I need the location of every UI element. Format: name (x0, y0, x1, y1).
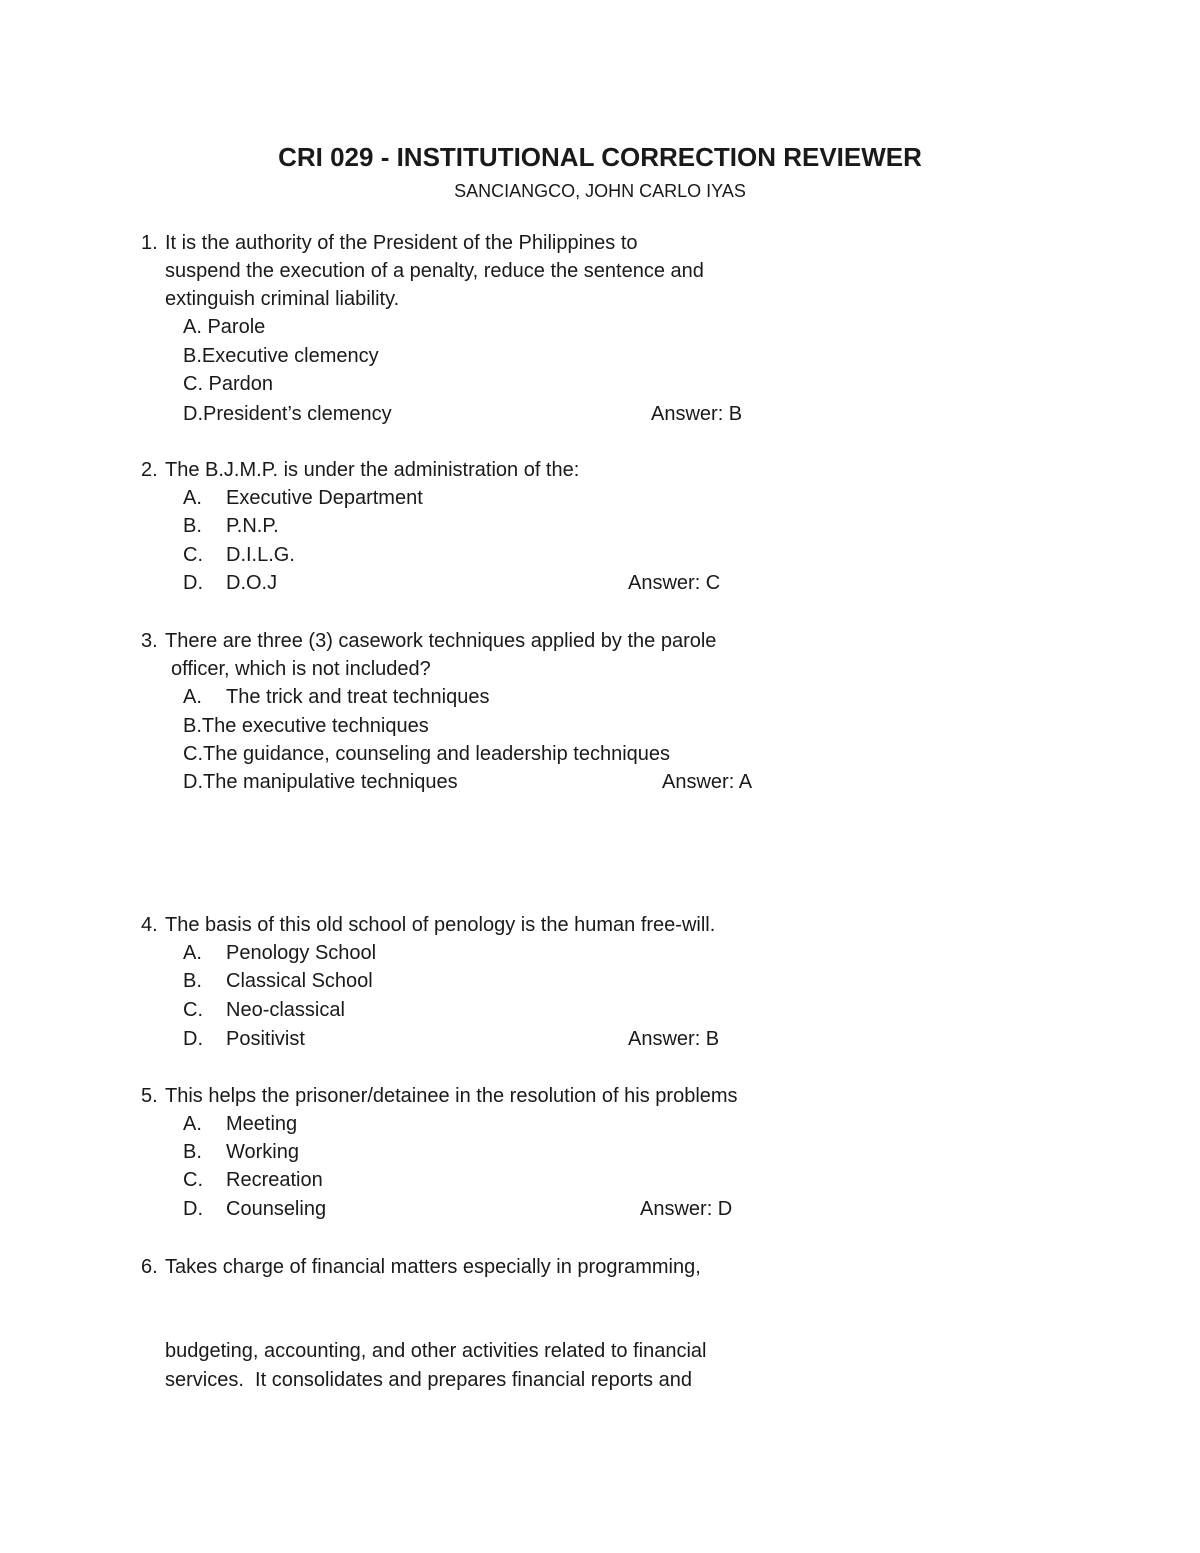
answer-key: Answer: C (628, 572, 721, 594)
choice-b: P.N.P. (226, 515, 279, 537)
choice-c: D.I.L.G. (226, 544, 295, 566)
choice-a: A. Parole (183, 316, 266, 338)
choice-c: Recreation (226, 1169, 323, 1191)
choice-letter: C. (183, 999, 203, 1021)
choice-d: D.President’s clemency (183, 403, 392, 425)
choice-b: Classical School (226, 970, 373, 992)
choice-d: D.O.J (226, 572, 278, 594)
choice-letter: D. (183, 1028, 203, 1050)
author-name: SANCIANGCO, JOHN CARLO IYAS (454, 181, 746, 201)
question-text: officer, which is not included? (171, 658, 431, 680)
choice-c: Neo-classical (226, 999, 345, 1021)
choice-c: C. Pardon (183, 373, 274, 395)
choice-letter: B. (183, 970, 202, 992)
answer-key: Answer: B (651, 403, 743, 425)
question-number: 3. (141, 630, 158, 652)
document-title: CRI 029 - INSTITUTIONAL CORRECTION REVIEWER (278, 142, 922, 172)
choice-d: Positivist (226, 1028, 305, 1050)
choice-letter: D. (183, 1198, 203, 1220)
choice-b: B.Executive clemency (183, 345, 379, 367)
choice-letter: A. (183, 487, 202, 509)
question-text: This helps the prisoner/detainee in the resolution of his problems (165, 1085, 738, 1107)
choice-letter: C. (183, 544, 203, 566)
choice-letter: D. (183, 572, 203, 594)
question-number: 5. (141, 1085, 158, 1107)
question-text: It is the authority of the President of the Philippines to (165, 232, 638, 254)
question-text: The B.J.M.P. is under the administration of the: (165, 459, 580, 481)
question-text: extinguish criminal liability. (165, 288, 400, 310)
question-text: services. It consolidates and prepares financial reports and (165, 1369, 692, 1391)
choice-b: Working (226, 1141, 299, 1163)
question-number: 2. (141, 459, 158, 481)
choice-a: Executive Department (226, 487, 423, 509)
question-number: 1. (141, 232, 158, 254)
choice-letter: A. (183, 1113, 202, 1135)
choice-letter: B. (183, 1141, 202, 1163)
choice-c: C.The guidance, counseling and leadership techniques (183, 743, 671, 765)
question-number: 6. (141, 1256, 158, 1278)
question-text: There are three (3) casework techniques applied by the parole (165, 630, 717, 652)
answer-key: Answer: B (628, 1028, 720, 1050)
question-text: suspend the execution of a penalty, reduce the sentence and (165, 260, 704, 282)
answer-key: Answer: D (640, 1198, 733, 1220)
choice-d: Counseling (226, 1198, 327, 1220)
answer-key: Answer: A (662, 771, 753, 793)
question-text: The basis of this old school of penology is the human free-will. (165, 914, 716, 936)
choice-a: The trick and treat techniques (226, 686, 490, 708)
question-text: budgeting, accounting, and other activities related to financial (165, 1340, 707, 1362)
choice-d: D.The manipulative techniques (183, 771, 458, 793)
choice-letter: C. (183, 1169, 203, 1191)
choice-letter: B. (183, 515, 202, 537)
choice-b: B.The executive techniques (183, 715, 429, 737)
choice-a: Penology School (226, 942, 377, 964)
question-text: Takes charge of financial matters especially in programming, (165, 1256, 701, 1278)
choice-a: Meeting (226, 1113, 298, 1135)
choice-letter: A. (183, 686, 202, 708)
choice-letter: A. (183, 942, 202, 964)
question-number: 4. (141, 914, 158, 936)
